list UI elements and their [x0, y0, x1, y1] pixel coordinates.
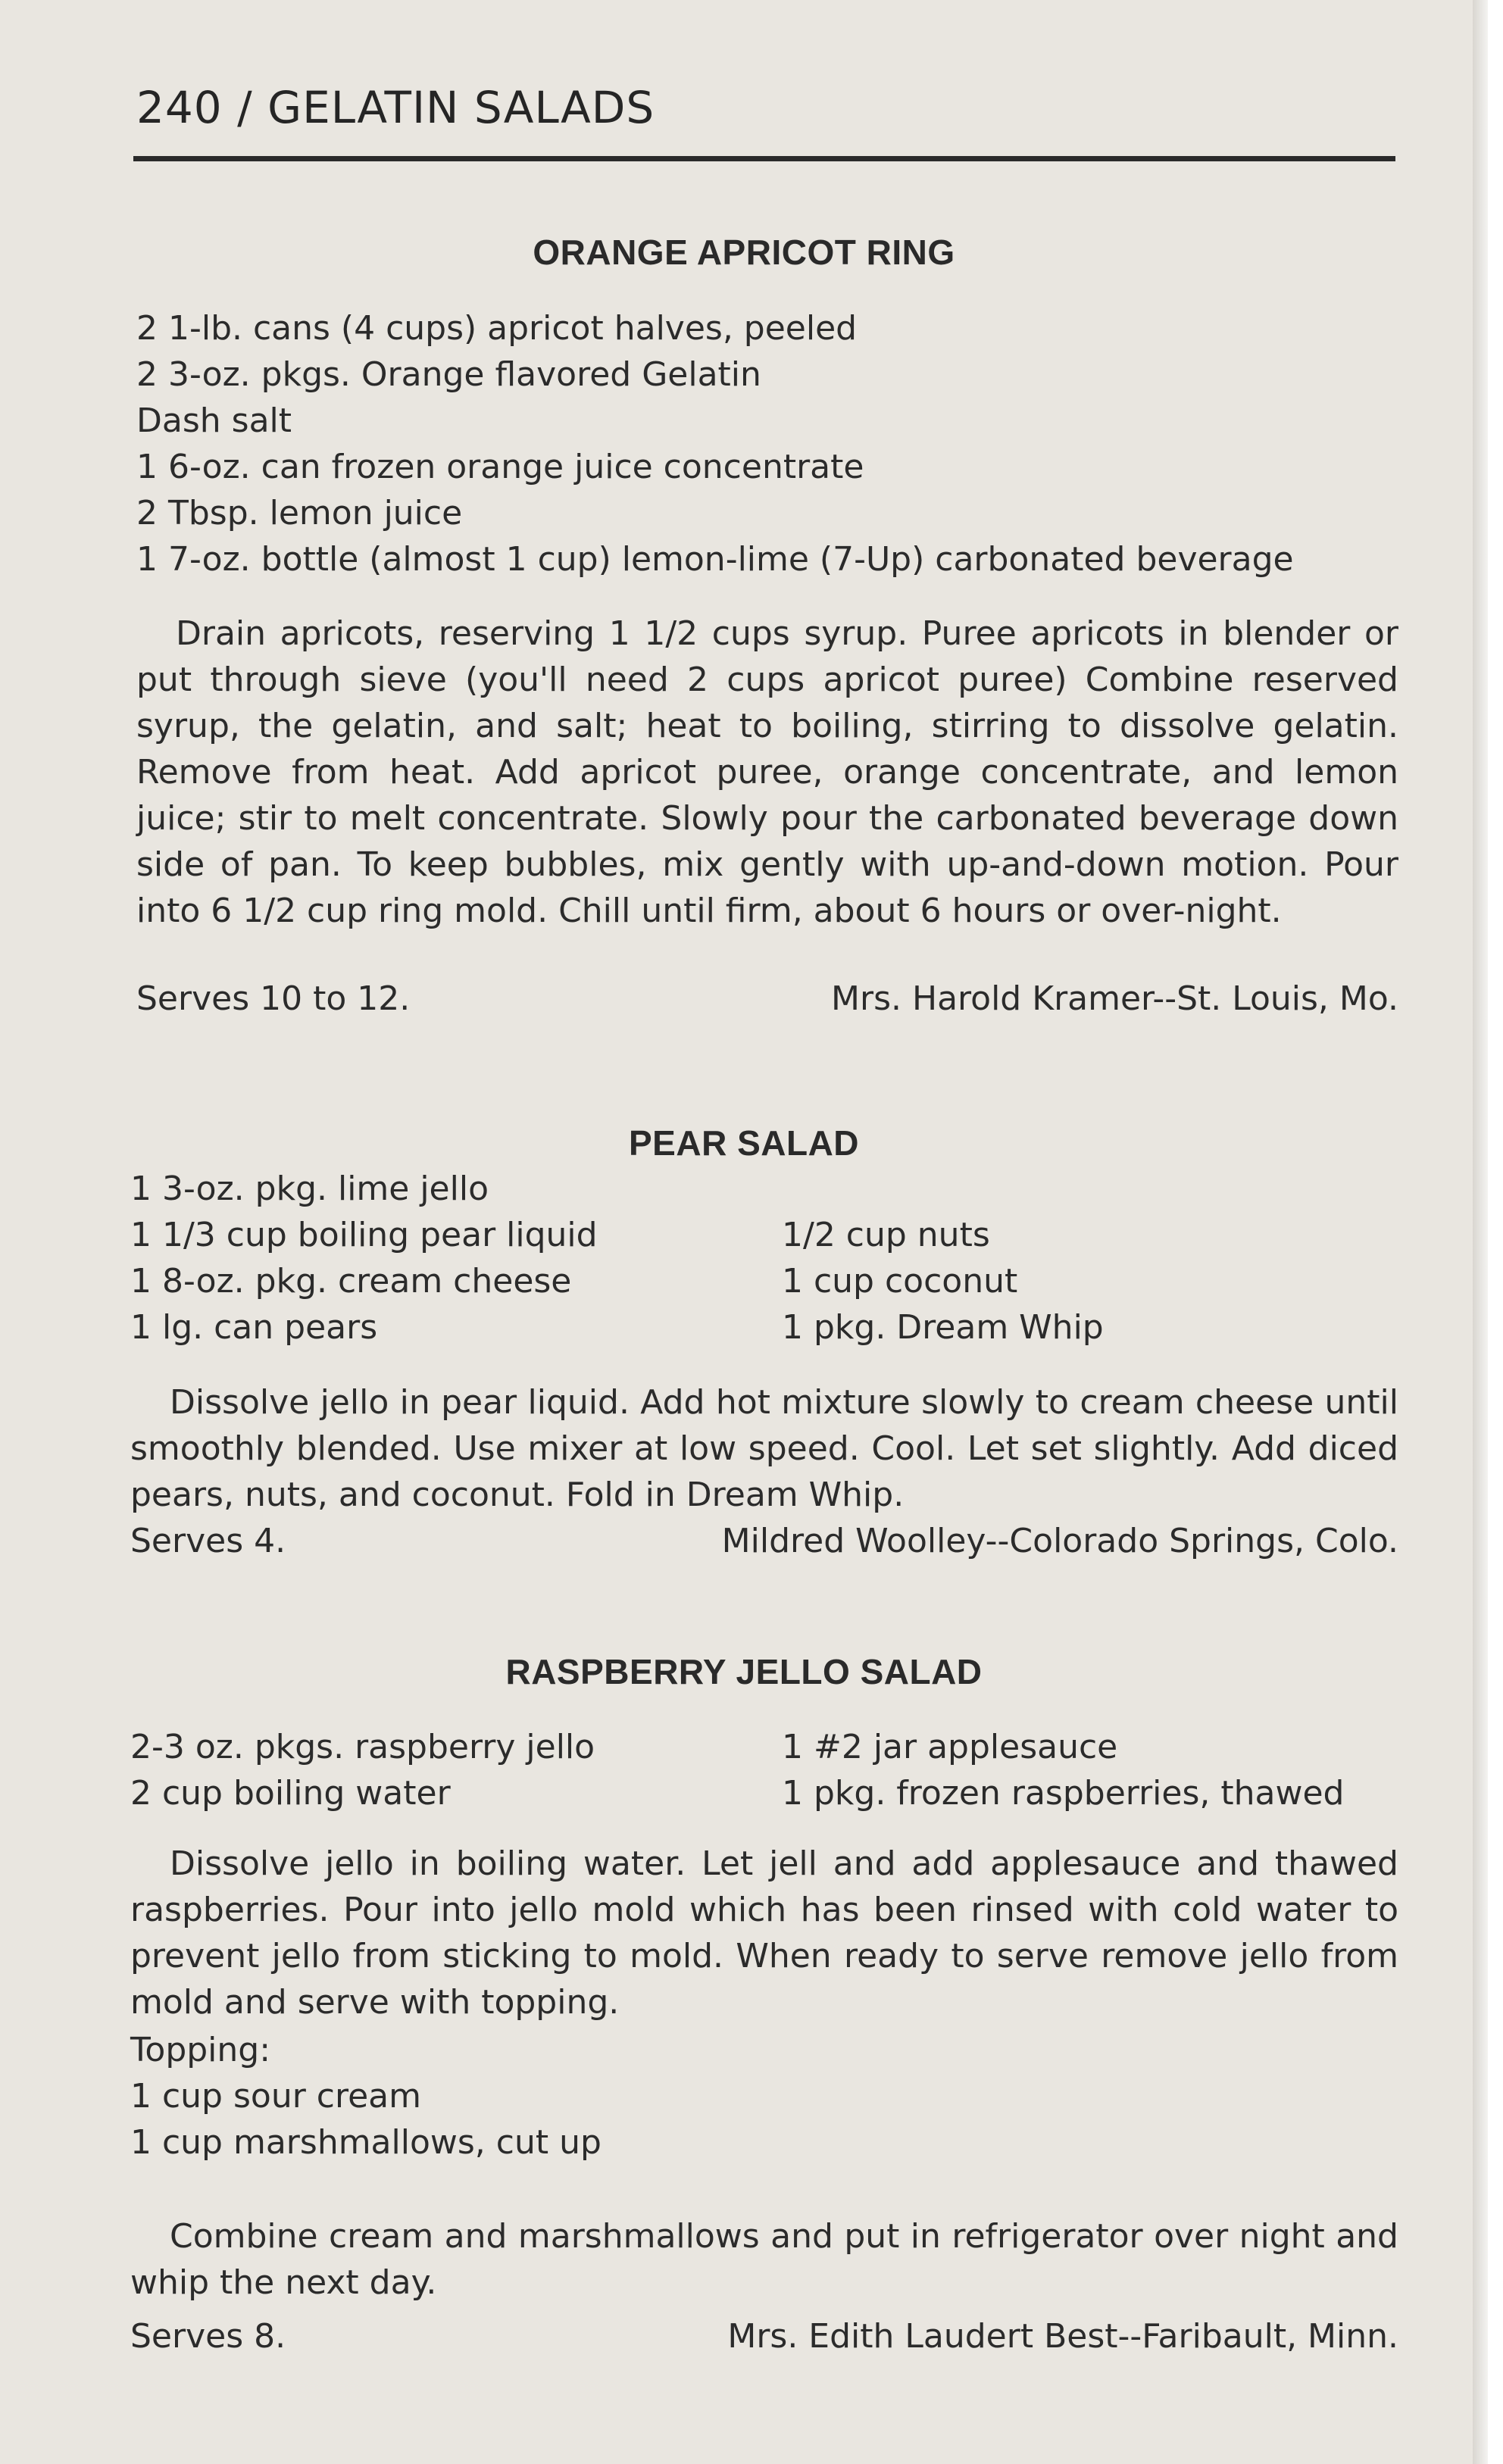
author-text: Mrs. Harold Kramer--St. Louis, Mo.	[831, 979, 1398, 1018]
directions-orange-apricot: Drain apricots, reserving 1 1/2 cups syrup. Puree apricots in blender or put through sieve (you'll need 2 cups apricot puree) Combine reserved syrup, the gelatin, and salt; heat to boiling, stirring to dissolve gelatin. Remove from heat. Add apricot puree, orange concentrate, and lemon juice; stir to melt concentrate. Slowly pour the carbonated beverage down side of pan. To keep bubbles, mix gently with up-and-down motion. Pour into 6 1/2 cup ring mold. Chill until firm, about 6 hours or over-night.	[136, 614, 1398, 930]
ingredient: 2-3 oz. pkgs. raspberry jello	[130, 1728, 595, 1766]
topping-ingredient: 1 cup marshmallows, cut up	[130, 2123, 602, 2162]
ingredient: 1 pkg. frozen raspberries, thawed	[782, 1774, 1345, 1813]
ingredient: 1 7-oz. bottle (almost 1 cup) lemon-lime (7-Up) carbonated beverage	[136, 540, 1294, 579]
credit-pear	[130, 1518, 1398, 1564]
recipe-title-raspberry: RASPBERRY JELLO SALAD	[505, 1652, 983, 1691]
ingredient: 1/2 cup nuts	[782, 1216, 990, 1254]
topping-directions-raspberry: Combine cream and marshmallows and put in refrigerator over night and whip the next day.	[130, 2217, 1398, 2302]
directions-raspberry: Dissolve jello in boiling water. Let jell and add applesauce and thawed raspberries. Pour into jello mold which has been rinsed with cold water to prevent jello from sticking to mold. When ready to serve remove jello from mold and serve with topping.	[130, 1844, 1398, 2022]
ingredient: 2 3-oz. pkgs. Orange flavored Gelatin	[136, 355, 761, 394]
ingredient: 2 1-lb. cans (4 cups) apricot halves, peeled	[136, 309, 858, 348]
author-text: Mildred Woolley--Colorado Springs, Colo.	[721, 1522, 1398, 1560]
ingredients-orange-apricot	[136, 305, 1294, 582]
page-header: 240 / GELATIN SALADS	[136, 82, 655, 133]
ingredient: 1 6-oz. can frozen orange juice concentrate	[136, 448, 864, 486]
author-text: Mrs. Edith Laudert Best--Faribault, Minn.	[727, 2317, 1398, 2356]
ingredient: 2 Tbsp. lemon juice	[136, 494, 463, 532]
recipe-title-orange-apricot: ORANGE APRICOT RING	[533, 233, 955, 272]
ingredients-raspberry-left	[130, 1724, 595, 1816]
ingredients-pear-right	[782, 1212, 1104, 1351]
ingredient: 1 3-oz. pkg. lime jello	[130, 1170, 489, 1208]
topping-raspberry	[130, 2027, 602, 2166]
serves-text: Serves 8.	[130, 2317, 286, 2356]
topping-heading: Topping:	[130, 2031, 271, 2069]
ingredient: 1 #2 jar applesauce	[782, 1728, 1118, 1766]
ingredient: 1 pkg. Dream Whip	[782, 1308, 1104, 1347]
credit-raspberry	[130, 2313, 1398, 2359]
ingredient: 1 1/3 cup boiling pear liquid	[130, 1216, 598, 1254]
ingredient: 1 8-oz. pkg. cream cheese	[130, 1262, 572, 1301]
ingredients-pear-left	[130, 1166, 598, 1351]
credit-orange-apricot	[136, 976, 1398, 1022]
serves-text: Serves 10 to 12.	[136, 979, 411, 1018]
ingredient: Dash salt	[136, 401, 292, 440]
ingredient: 2 cup boiling water	[130, 1774, 451, 1813]
ingredients-raspberry-right	[782, 1724, 1344, 1816]
ingredient: 1 lg. can pears	[130, 1308, 378, 1347]
topping-ingredient: 1 cup sour cream	[130, 2077, 421, 2116]
recipe-title-pear: PEAR SALAD	[628, 1123, 860, 1163]
ingredient: 1 cup coconut	[782, 1262, 1018, 1301]
serves-text: Serves 4.	[130, 1522, 286, 1560]
header-rule	[133, 156, 1395, 161]
directions-pear: Dissolve jello in pear liquid. Add hot mixture slowly to cream cheese until smoothly blended. Use mixer at low speed. Cool. Let set slightly. Add diced pears, nuts, and coconut. Fold in Dream Whip.	[130, 1383, 1398, 1514]
